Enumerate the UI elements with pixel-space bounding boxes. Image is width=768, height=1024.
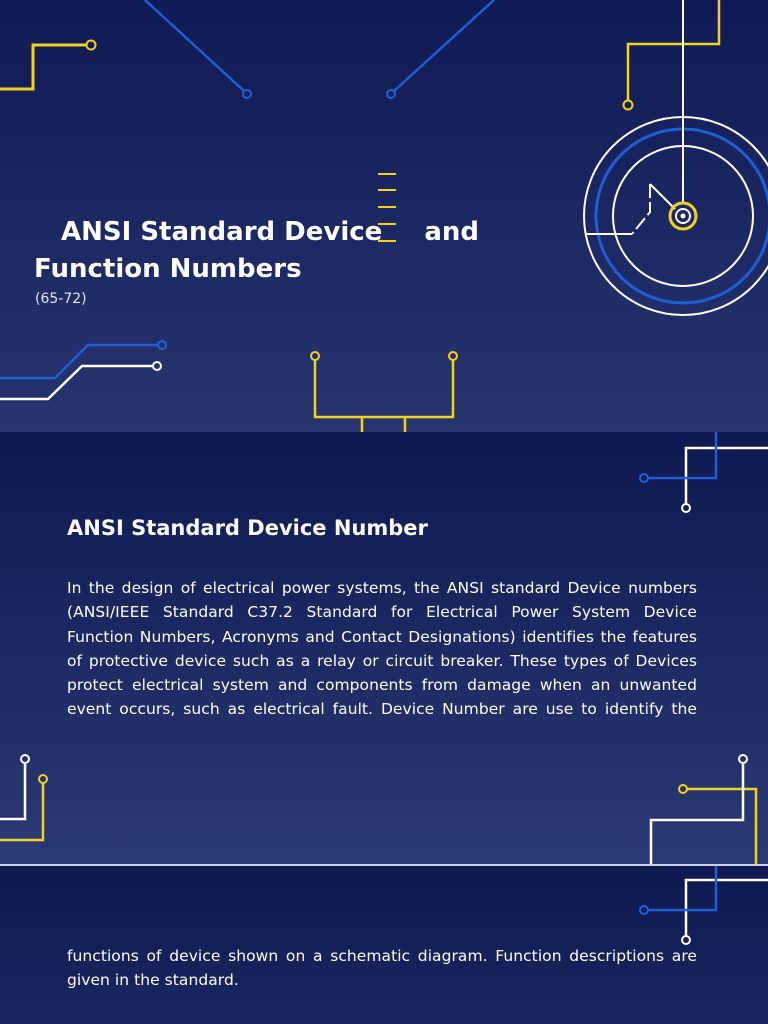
circuit-trace [0,763,25,819]
circuit-node [739,755,747,763]
circuit-trace [394,0,494,91]
circuit-node [682,504,690,512]
circuit-trace [687,789,756,864]
circuit-trace [0,45,86,89]
circuit-trace [315,360,453,417]
circuit-trace [0,783,43,840]
content-slide [0,432,768,864]
circuit-trace [648,866,716,910]
body-paragraph: In the design of electrical power systems, the ANSI standard Device numbers (ANSI/IEEE Standard C37.2 Standard for Electrical Power System Device Function Numbers, Acronyms and Contact Designations) identifies the features of protective device such as a relay or circuit breaker. These types of Devices protect electrical system and components from damage when an unwanted event occurs, such as electrical fault. Device Number are use to identify the [67,579,697,719]
section-heading: ANSI Standard Device Number [67,516,428,540]
circuit-trace [651,763,743,864]
circuit-node [682,936,690,944]
body-paragraph-continued: functions of device shown on a schematic diagram. Function descriptions are given in the standard. [67,947,697,990]
circuit-trace [0,345,158,378]
title-line1-part-a: ANSI Standard Device [61,217,383,247]
circuit-trace [686,880,768,936]
circuit-node [153,362,161,370]
circuit-node [21,755,29,763]
circuit-node [39,775,47,783]
clock-dial-decoration [584,0,768,315]
circuit-node [311,352,319,360]
title-slide [0,0,768,432]
circuit-node [387,90,395,98]
title-line2: Function Numbers [34,254,302,284]
slide-title [34,214,494,288]
circuit-trace [648,432,716,478]
circuit-node [679,785,687,793]
circuit-node [624,101,633,110]
circuit-trace [686,448,768,504]
slide-subtitle: (65-72) [35,291,87,307]
circuit-trace [0,366,153,399]
circuit-node [243,90,251,98]
circuit-node [158,341,166,349]
circuit-node [640,906,648,914]
title-line1-part-b: and [424,217,479,247]
circuit-node [87,41,96,50]
circuit-node [449,352,457,360]
circuit-trace [145,0,244,91]
continuation-slide [0,866,768,1024]
circuit-node [640,474,648,482]
circuit-trace [628,0,719,100]
